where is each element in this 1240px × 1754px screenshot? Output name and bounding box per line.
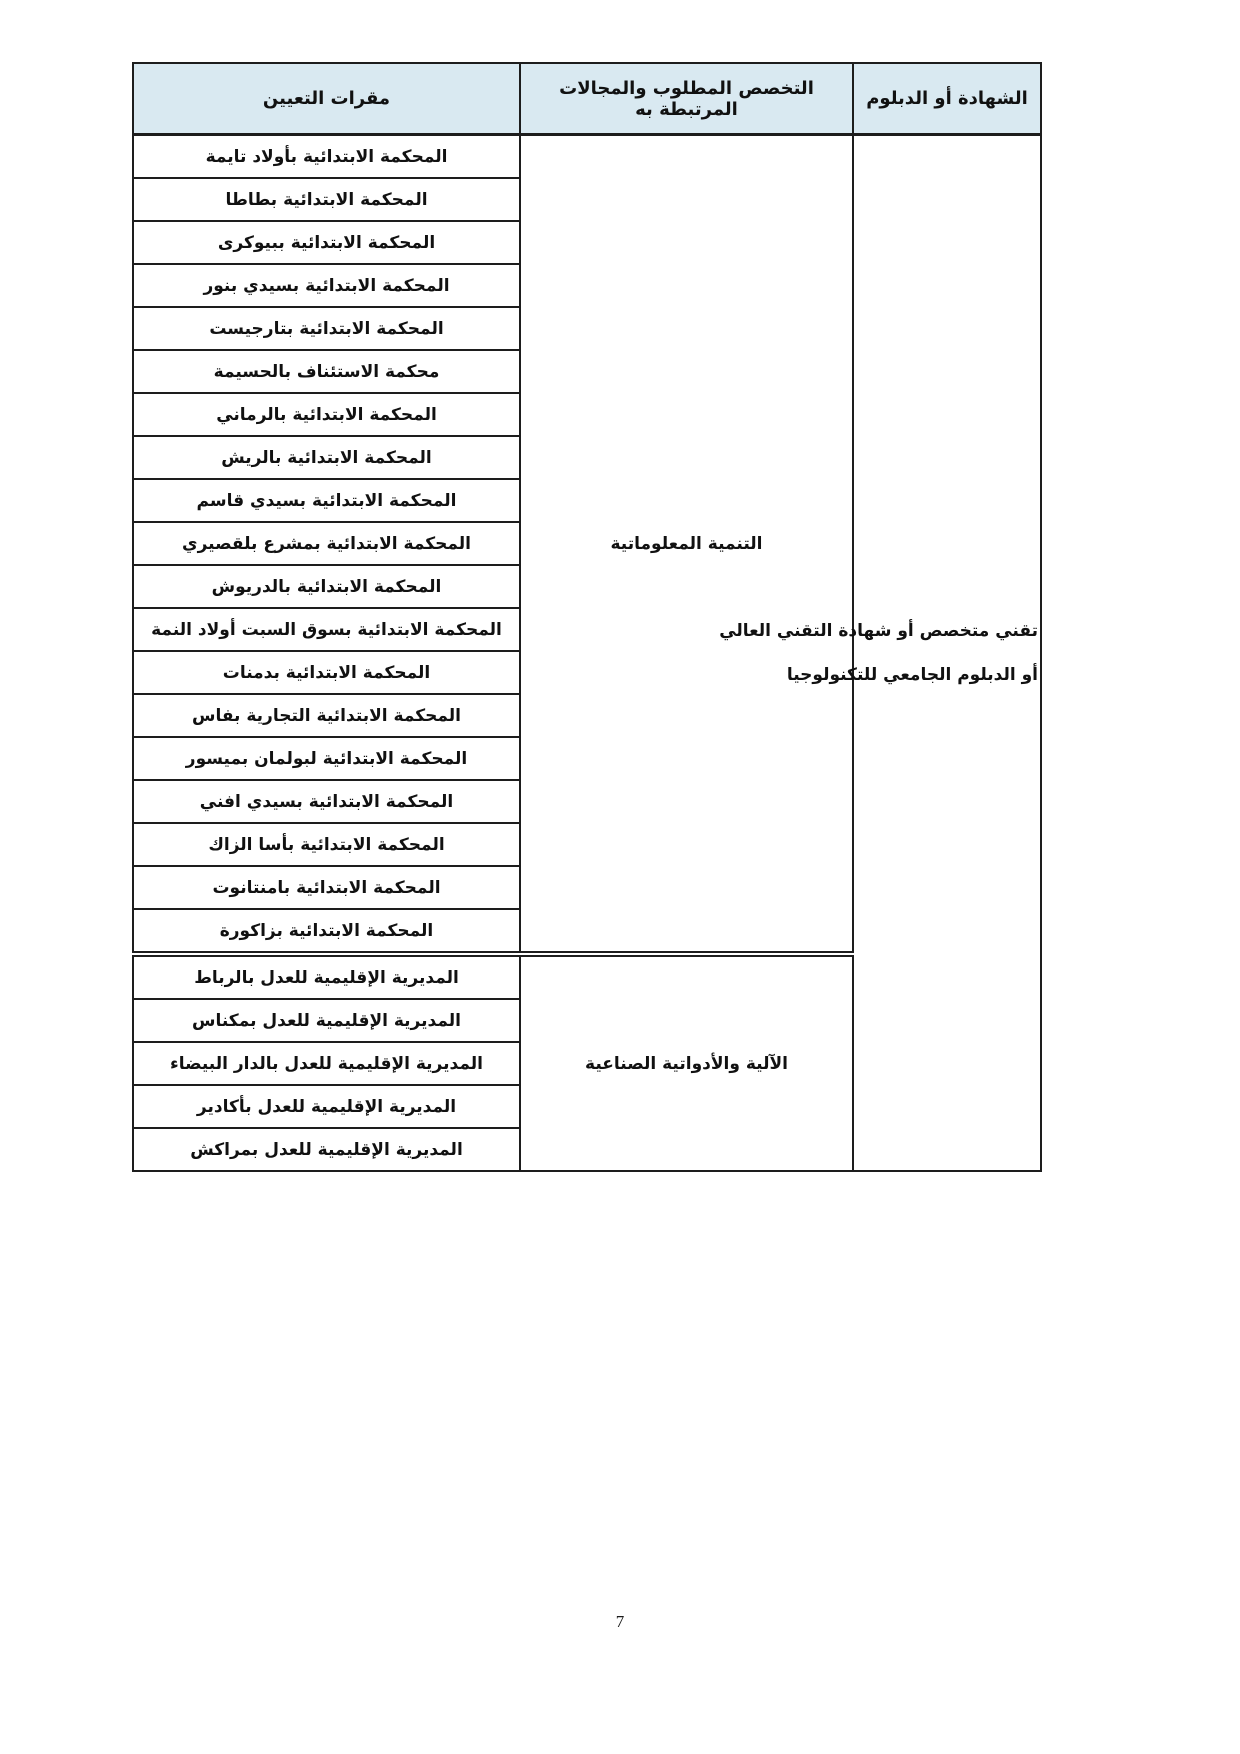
location-cell: المحكمة الابتدائية بدمنات <box>133 651 520 694</box>
location-cell: المحكمة الابتدائية بزاكورة <box>133 909 520 954</box>
location-cell: المحكمة الابتدائية بأسا الزاك <box>133 823 520 866</box>
location-cell: المحكمة الابتدائية بطاطا <box>133 178 520 221</box>
diploma-line: تقني متخصص أو شهادة التقني العالي <box>719 620 1038 641</box>
assignment-table <box>132 62 1042 1172</box>
location-cell: المحكمة الابتدائية ببيوكرى <box>133 221 520 264</box>
diploma-cell <box>719 135 1041 1172</box>
location-cell: المحكمة الابتدائية بأولاد تايمة <box>133 135 520 179</box>
header-diploma: الشهادة أو الدبلوم <box>853 63 1041 135</box>
location-cell: المحكمة الابتدائية بسيدي قاسم <box>133 479 520 522</box>
location-cell: المحكمة الابتدائية التجارية بفاس <box>133 694 520 737</box>
location-cell: المديرية الإقليمية للعدل بمراكش <box>133 1128 520 1171</box>
location-cell: المديرية الإقليمية للعدل بالرباط <box>133 954 520 999</box>
diploma-line: أو الدبلوم الجامعي للتكنولوجيا <box>786 665 1038 685</box>
header-locations: مقرات التعيين <box>133 63 520 135</box>
header-specialization: التخصص المطلوب والمجالات المرتبطة به <box>520 63 853 135</box>
specialization-cell: الآلية والأدواتية الصناعية <box>520 954 853 1171</box>
location-cell: المحكمة الابتدائية بالرماني <box>133 393 520 436</box>
location-cell: المحكمة الابتدائية بالريش <box>133 436 520 479</box>
location-cell: المديرية الإقليمية للعدل بالدار البيضاء <box>133 1042 520 1085</box>
location-cell: المحكمة الابتدائية بامنتانوت <box>133 866 520 909</box>
location-cell: محكمة الاستئناف بالحسيمة <box>133 350 520 393</box>
header-row <box>133 63 1041 135</box>
location-cell: المحكمة الابتدائية بمشرع بلقصيري <box>133 522 520 565</box>
location-cell: المديرية الإقليمية للعدل بأكادير <box>133 1085 520 1128</box>
location-cell: المديرية الإقليمية للعدل بمكناس <box>133 999 520 1042</box>
location-cell: المحكمة الابتدائية بسيدي افني <box>133 780 520 823</box>
specialization-cell: التنمية المعلوماتية <box>520 135 853 955</box>
table-row <box>133 135 1041 179</box>
location-cell: المحكمة الابتدائية بالدريوش <box>133 565 520 608</box>
location-cell: المحكمة الابتدائية بتارجيست <box>133 307 520 350</box>
page-number: 7 <box>615 1612 625 1631</box>
location-cell: المحكمة الابتدائية بسوق السبت أولاد النمة <box>133 608 520 651</box>
location-cell: المحكمة الابتدائية لبولمان بميسور <box>133 737 520 780</box>
location-cell: المحكمة الابتدائية بسيدي بنور <box>133 264 520 307</box>
